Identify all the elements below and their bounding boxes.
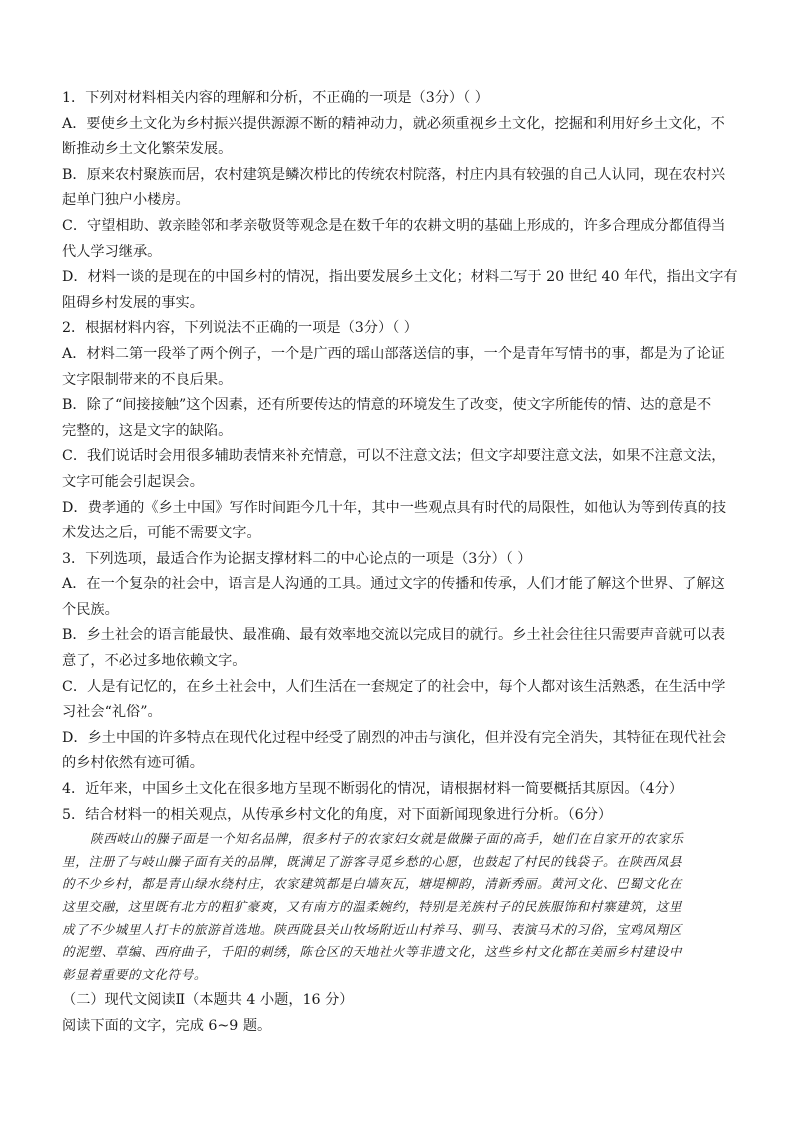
news-passage xyxy=(62,828,732,986)
option-c-cont: 代人学习继承。 xyxy=(62,243,162,260)
passage-line: 陕西岐山的臊子面是一个知名品牌，很多村子的农家妇女就是做臊子面的高手，她们在自家开的农家乐 xyxy=(90,831,684,847)
passage-line: 彰显着重要的文化符号。 xyxy=(62,966,208,982)
option-d-cont: 术发达之后，可能不需要文字。 xyxy=(62,525,261,542)
section-title: （二）现代文阅读Ⅱ（本题共 4 小题，16 分） xyxy=(62,992,354,1009)
option-c: C．守望相助、敦亲睦邻和孝亲敬贤等观念是在数千年的农耕文明的基础上形成的，许多合理成分都值得当 xyxy=(62,217,726,234)
option-b-cont: 意了，不必过多地依赖文字。 xyxy=(62,653,247,670)
passage-line: 的不少乡村，都是青山绿水绕村庄，农家建筑都是白墙灰瓦，塘堤柳韵，清新秀丽。黄河文化、巴蜀文化在 xyxy=(62,876,683,892)
option-b: B．除了“间接接触”这个因素，还有所要传达的情意的环境发生了改变，使文字所能传的情、达的意是不 xyxy=(62,397,712,414)
option-c: C．人是有记忆的，在乡土社会中，人们生活在一套规定了的社会中，每个人都对该生活熟悉，在生活中学 xyxy=(62,678,726,695)
option-d: D．材料一谈的是现在的中国乡村的情况，指出要发展乡土文化；材料二写于 20 世纪 40 年代，指出文字有 xyxy=(62,269,738,286)
question-stem: 2．根据材料内容，下列说法不正确的一项是（3分）（ ） xyxy=(62,320,418,337)
option-d-cont: 阻碍乡村发展的事实。 xyxy=(62,294,204,311)
option-a-cont: 断推动乡土文化繁荣发展。 xyxy=(62,141,233,158)
option-c-cont: 习社会“礼俗”。 xyxy=(62,704,162,721)
passage-line: 的泥塑、草编、西府曲子，千阳的刺绣，陈仓区的天地社火等非遗文化，这些乡村文化都在美丽乡村建设中 xyxy=(62,944,683,960)
option-d-cont: 的乡村依然有迹可循。 xyxy=(62,755,204,772)
option-a: A．材料二第一段举了两个例子，一个是广西的瑶山部落送信的事，一个是青年写情书的事，都是为了论证 xyxy=(62,345,725,362)
option-b-cont: 起单门独户小楼房。 xyxy=(62,192,190,209)
option-b: B．乡土社会的语言能最快、最准确、最有效率地交流以完成目的就行。乡土社会往往只需要声音就可以表 xyxy=(62,627,726,644)
question-1 xyxy=(62,86,738,316)
option-b-cont: 完整的，这是文字的缺陷。 xyxy=(62,422,233,439)
question-5: 5．结合材料一的相关观点，从传承乡村文化的角度，对下面新闻现象进行分析。（6分） xyxy=(62,806,613,823)
option-a-cont: 文字限制带来的不良后果。 xyxy=(62,371,233,388)
question-2 xyxy=(62,316,732,546)
option-c-cont: 文字可能会引起误会。 xyxy=(62,473,204,490)
exam-page xyxy=(62,86,738,1040)
option-c: C．我们说话时会用很多辅助表情来补充情意，可以不注意文法；但文字却要注意文法，如果不注意文法， xyxy=(62,448,726,465)
option-a-cont: 个民族。 xyxy=(62,601,119,618)
option-d: D．费孝通的《乡土中国》写作时间距今几十年，其中一些观点具有时代的局限性，如他认为等到传真的技 xyxy=(62,499,727,516)
passage-line: 成了不少城里人打卡的旅游首选地。陕西陇县关山牧场附近山村养马、驯马、表演马术的习俗，宝鸡凤翔区 xyxy=(62,921,683,937)
passage-line: 里，注册了与岐山臊子面有关的品牌，既满足了游客寻觅乡愁的心愿，也鼓起了村民的钱袋子。在陕西凤县 xyxy=(62,853,683,869)
question-3 xyxy=(62,547,732,777)
reading-instruction: 阅读下面的文字，完成 6~9 题。 xyxy=(62,1017,272,1034)
option-a: A．在一个复杂的社会中，语言是人沟通的工具。通过文字的传播和传承，人们才能了解这个世界、了解这 xyxy=(62,576,725,593)
question-stem: 1．下列对材料相关内容的理解和分析，不正确的一项是（3分）（ ） xyxy=(62,90,489,106)
option-d: D．乡土中国的许多特点在现代化过程中经受了剧烈的冲击与演化，但并没有完全消失，其特征在现代社会 xyxy=(62,729,727,746)
question-stem: 3．下列选项，最适合作为论据支撑材料二的中心论点的一项是（3分）（ ） xyxy=(62,550,532,567)
question-4: 4．近年来，中国乡土文化在很多地方呈现不断弱化的情况，请根据材料一简要概括其原因。（4分） xyxy=(62,781,684,798)
passage-line: 这里交融，这里既有北方的粗犷豪爽，又有南方的温柔婉约，特别是羌族村子的民族服饰和村寨建筑，这里 xyxy=(62,899,683,914)
option-a: A．要使乡土文化为乡村振兴提供源源不断的精神动力，就必须重视乡土文化，挖掘和利用好乡土文化，不 xyxy=(62,115,725,132)
option-b: B．原来农村聚族而居，农村建筑是鳞次栉比的传统农村院落，村庄内具有较强的自己人认同，现在农村兴 xyxy=(62,166,726,183)
